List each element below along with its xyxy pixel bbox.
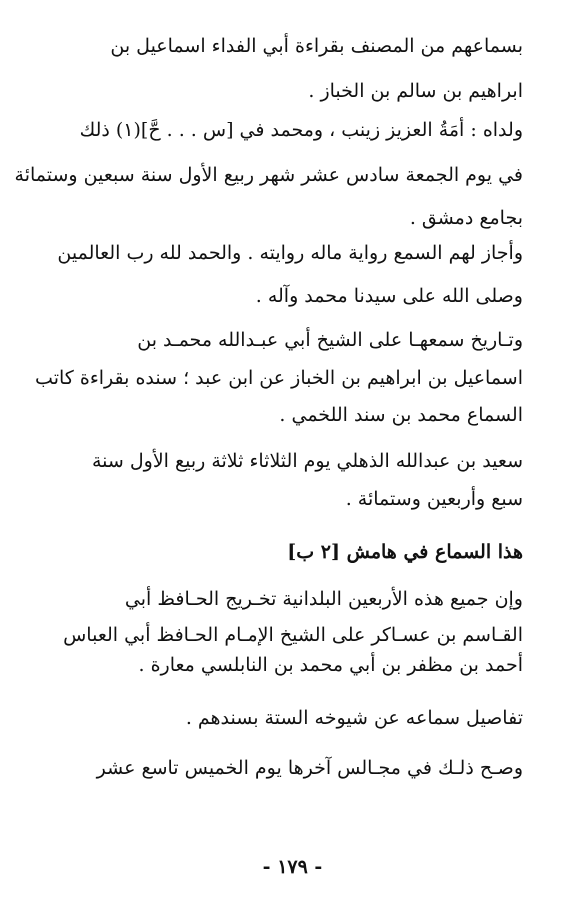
text-line: بجامع دمشق . xyxy=(409,207,523,229)
text-line: وأجاز لهم السمع رواية ماله روايته . والحمد لله رب العالمين xyxy=(57,242,523,264)
page-number: - ١٧٩ - xyxy=(262,856,323,878)
text-line: ابراهيم بن سالم بن الخباز . xyxy=(308,80,523,102)
text-line: وصلى الله على سيدنا محمد وآله . xyxy=(255,285,523,307)
text-line: وصـح ذلـك في مجـالس آخرها يوم الخميس تاسع عشر xyxy=(96,757,523,779)
text-line: تفاصيل سماعه عن شيوخه الستة بسندهم . xyxy=(185,707,523,729)
text-line: سبع وأربعين وستمائة . xyxy=(345,488,523,510)
text-line: وإن جميع هذه الأربعين البلدانية تخـريج الحـافظ أبي xyxy=(124,588,523,610)
text-line: القـاسم بن عسـاكر على الشيخ الإمـام الحـافظ أبي العباس xyxy=(63,624,523,646)
text-line: وتـاريخ سمعهـا على الشيخ أبي عبـدالله محمـد بن xyxy=(137,329,523,351)
text-line: سعيد بن عبدالله الذهلي يوم الثلاثاء ثلاثة ربيع الأول سنة xyxy=(91,450,523,472)
text-line: ولداه : أمَةُ العزيز زينب ، ومحمد في [س . . . حَّ](١) ذلك xyxy=(79,119,523,141)
text-line: اسماعيل بن ابراهيم بن الخباز عن ابن عبد ؛ سنده بقراءة كاتب xyxy=(35,367,523,389)
text-line: بسماعهم من المصنف بقراءة أبي الفداء اسماعيل بن xyxy=(110,35,523,57)
text-line: السماع محمد بن سند اللخمي . xyxy=(279,404,523,426)
text-line: أحمد بن مظفر بن أبي محمد بن النابلسي معارة . xyxy=(138,654,523,676)
text-line: في يوم الجمعة سادس عشر شهر ربيع الأول سنة سبعين وستمائة xyxy=(14,164,523,186)
section-heading: هذا السماع في هامش [٢ ب] xyxy=(287,541,523,563)
